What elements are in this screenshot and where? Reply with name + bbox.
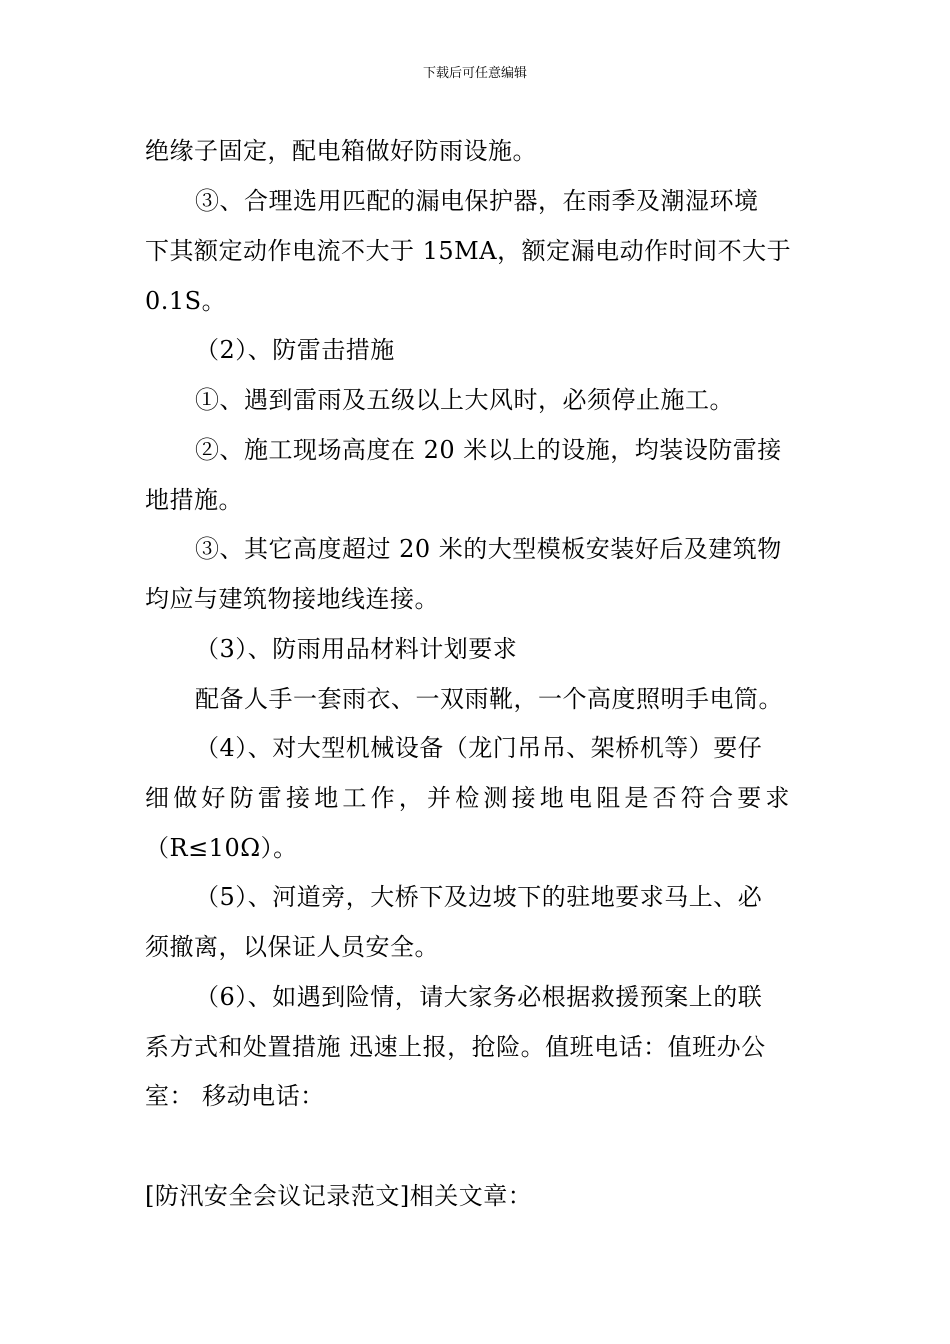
text-line-2: ③、合理选用匹配的漏电保护器，在雨季及潮湿环境: [195, 187, 759, 215]
text-line-15: （R≤10Ω）。: [145, 834, 298, 862]
text-line-19: 系方式和处置措施 迅速上报，抢险。值班电话：值班办公: [145, 1033, 766, 1061]
related-articles-heading: [防汛安全会议记录范文]相关文章：: [145, 1182, 533, 1210]
section-heading-5: （5）、河道旁，大桥下及边坡下的驻地要求马上、必: [195, 883, 763, 911]
section-heading-3: （3）、防雨用品材料计划要求: [195, 635, 518, 663]
text-line-4: 0.1S。: [145, 287, 227, 315]
section-heading-4: （4）、对大型机械设备（龙门吊吊、架桥机等）要仔: [195, 734, 763, 762]
text-line-8: 地措施。: [145, 486, 243, 514]
text-line-6: ①、遇到雷雨及五级以上大风时，必须停止施工。: [195, 386, 734, 414]
text-line-3: 下其额定动作电流不大于 15MA，额定漏电动作时间不大于: [145, 237, 792, 265]
text-line-17: 须撤离，以保证人员安全。: [145, 933, 439, 961]
section-heading-6: （6）、如遇到险情，请大家务必根据救援预案上的联: [195, 983, 763, 1011]
text-line-14: 细做好防雷接地工作，并检测接地电阻是否符合要求: [145, 784, 794, 812]
text-line-9: ③、其它高度超过 20 米的大型模板安装好后及建筑物: [195, 535, 782, 563]
text-line-7: ②、施工现场高度在 20 米以上的设施，均装设防雷接: [195, 436, 782, 464]
section-heading-2: （2）、防雷击措施: [195, 336, 395, 364]
text-line-12: 配备人手一套雨衣、一双雨靴，一个高度照明手电筒。: [195, 685, 783, 713]
text-line-1: 绝缘子固定，配电箱做好防雨设施。: [145, 137, 537, 165]
page-header: 下载后可任意编辑: [422, 66, 527, 81]
text-line-10: 均应与建筑物接地线连接。: [145, 585, 439, 613]
text-line-20: 室： 移动电话：: [145, 1082, 325, 1110]
